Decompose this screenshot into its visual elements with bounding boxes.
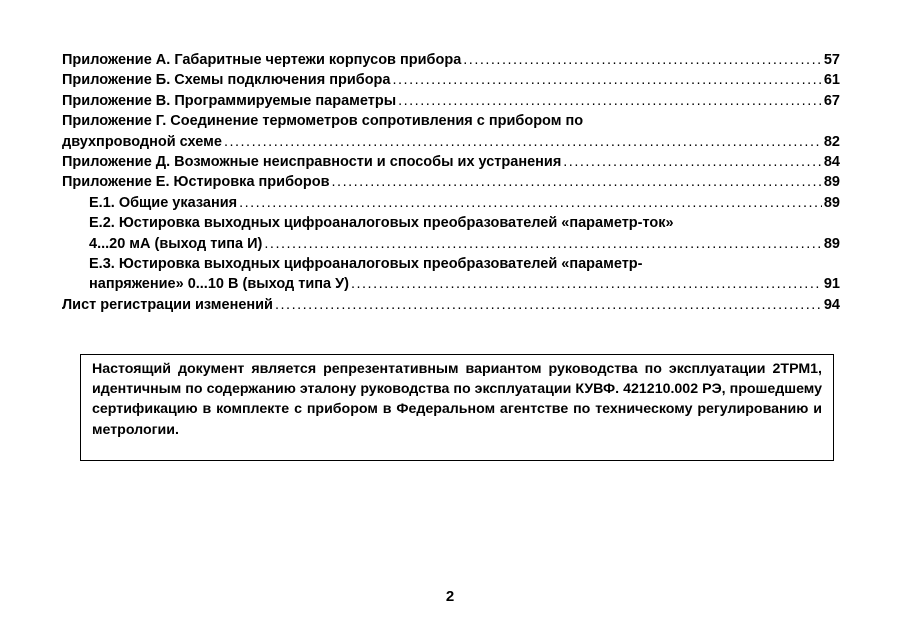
toc-entry-page: 94 [823,296,840,313]
toc-entry-appendix-d [62,152,840,172]
toc-entry-page: 61 [823,72,840,89]
toc-dot-leader [463,50,822,70]
toc-entry-page: 89 [823,194,840,211]
toc-entry-title-continuation: 4...20 мА (выход типа И) [89,235,263,252]
toc-entry-appendix-g-line2 [62,132,840,152]
toc-dot-leader [563,152,822,172]
toc-entry-page: 84 [823,154,840,171]
toc-dot-leader [224,132,822,152]
toc-entry-title: Е.2. Юстировка выходных цифроаналоговых преобразователей «параметр-ток» [89,215,674,232]
toc-entry-title: Е.3. Юстировка выходных цифроаналоговых преобразователей «параметр- [89,256,643,273]
toc-entry-title: Приложение Д. Возможные неисправности и способы их устранения [62,154,562,171]
toc-entry-appendix-g-line1 [62,111,840,131]
toc-entry-e3-line2 [62,274,840,294]
toc-dot-leader [332,172,822,192]
table-of-contents [62,50,840,315]
toc-entry-title: Приложение Б. Схемы подключения прибора [62,72,391,89]
toc-entry-appendix-b [62,70,840,90]
toc-entry-title: Приложение Е. Юстировка приборов [62,174,330,191]
page-number: 2 [445,588,455,605]
toc-entry-title: Е.1. Общие указания [89,194,238,211]
toc-entry-appendix-e [62,172,840,192]
notice-text: Настоящий документ является репрезентативным вариантом руководства по эксплуатации 2ТРМ1, идентичным по содержанию эталону руководства по эксплуатации КУВФ. 421210.002 РЭ, прошедшему сертификацию в комплекте с прибором в Федеральном агентстве по техническому регулированию и метрологии. [92,361,822,438]
toc-dot-leader [239,193,822,213]
toc-entry-e2-line1 [62,213,840,233]
toc-dot-leader [398,91,822,111]
toc-entry-e2-line2 [62,234,840,254]
toc-dot-leader [264,234,821,254]
toc-entry-title: Приложение А. Габаритные чертежи корпусов прибора [62,52,462,68]
toc-entry-title: Приложение В. Программируемые параметры [62,92,397,109]
toc-entry-title-continuation: двухпроводной схеме [62,133,222,150]
notice-box [80,354,834,461]
toc-entry-page: 67 [823,92,840,109]
toc-entry-appendix-v [62,91,840,111]
toc-dot-leader [392,70,821,90]
toc-dot-leader [351,274,822,294]
toc-entry-title-continuation: напряжение» 0...10 В (выход типа У) [89,276,349,293]
toc-dot-leader [275,295,822,315]
toc-entry-title: Приложение Г. Соединение термометров сопротивления с прибором по [62,113,584,130]
toc-entry-title: Лист регистрации изменений [62,296,273,313]
toc-entry-appendix-a [62,50,840,70]
toc-entry-e3-line1 [62,254,840,274]
toc-entry-page: 89 [823,235,840,252]
toc-entry-change-log [62,295,840,315]
toc-entry-page: 82 [823,133,840,150]
toc-entry-page: 91 [823,276,840,293]
toc-entry-page: 57 [823,52,840,68]
toc-entry-page: 89 [823,174,840,191]
toc-entry-e1 [62,193,840,213]
